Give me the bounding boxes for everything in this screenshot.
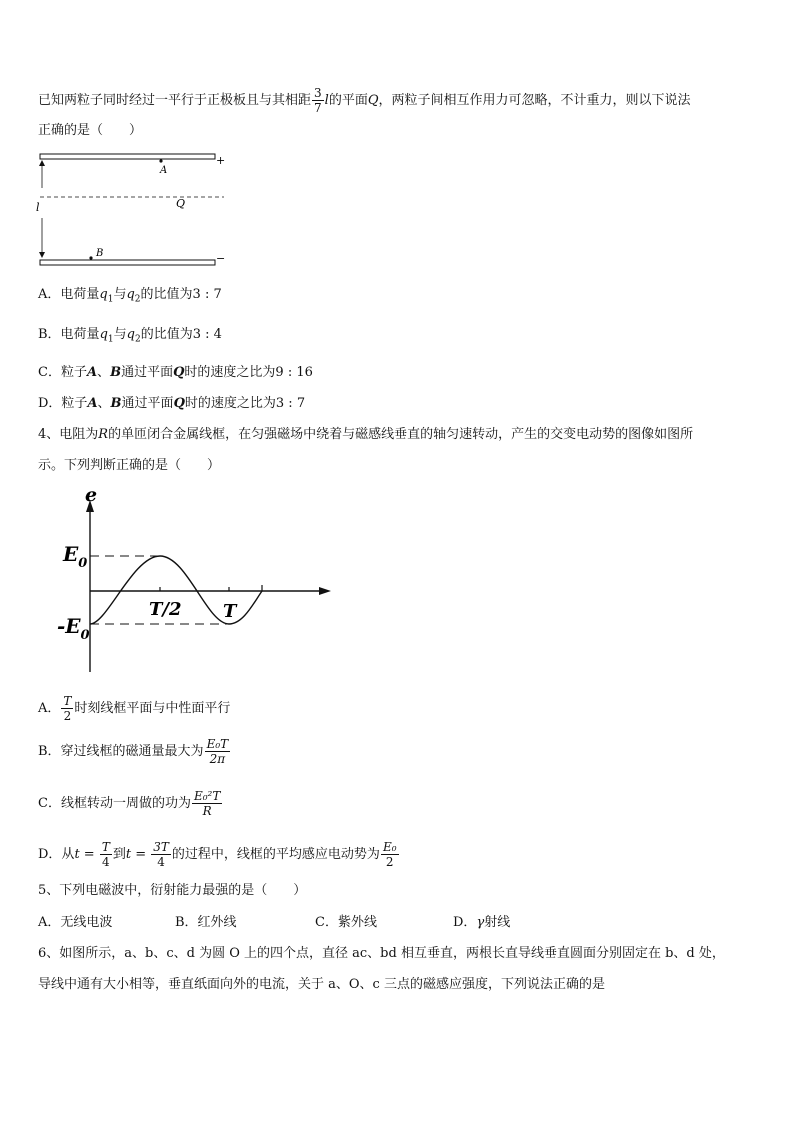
q4-resistance: R [98,427,109,442]
q3-a-sub1: 1 [107,294,114,305]
q3-b-ratio: 3 : 4 [192,327,222,342]
q4-c-den: R [202,804,212,818]
plates-figure [30,148,240,272]
t-label: T [223,601,237,622]
q6-stem-line-2: 导线中通有大小相等，垂直纸面向外的电流，关于 a、O、c 三点的磁感应强度，下列说法正确的是 [38,977,605,992]
q4-d-d1: 4 [102,855,110,869]
q4-line1-b: 的单匝闭合金属线框，在匀强磁场中绕着与磁感线垂直的轴匀速转动，产生的交变电动势的图像如图所 [108,427,694,442]
intro-frac-var: l [324,93,329,108]
intro-line-2: 正确的是（ ） [38,123,143,138]
q3-b-sub1: 1 [107,334,114,345]
emf-graph [55,486,340,676]
q5-d-gamma: γ [476,915,485,930]
q3-option-b [38,326,222,349]
q4-d-n1: T [101,840,110,854]
q3-a-ratio: 3 : 7 [192,287,222,302]
q4-a-fraction [61,694,73,723]
q4-c-fraction [192,789,222,818]
particle-a-label: A [160,165,168,176]
q3-b-q1: q [99,327,108,342]
q3-c-ratio: 9 : 16 [275,365,313,380]
intro-text-after: 的平面 [328,93,368,108]
q3-a-q1: q [99,287,108,302]
q4-d-b: 到 [112,847,126,862]
q3-a-mid: 与 [113,287,127,302]
q3-b-sub2: 2 [134,334,141,345]
q3-a-suffix: 的比值为 [140,287,193,302]
q4-d-d3: 2 [385,855,394,869]
q4-c-num: E₀²T [193,789,221,803]
q5-option-a: A．无线电波 [38,915,113,930]
q4-d-t1: t [74,847,80,862]
q5-d-prefix: D． [453,915,477,930]
q4-b-den: 2π [209,752,226,766]
plus-sign: + [216,154,226,167]
q3-d-prefix: D．粒子 [38,396,88,411]
q3-c-prefix: C．粒子 [38,365,87,380]
q3-a-sub2: 2 [134,294,141,305]
q4-a-text: 时刻线框平面与中性面平行 [74,701,231,716]
q3-d-plane: Q [173,396,185,411]
q3-c-p2: B [110,365,122,380]
q3-b-mid: 与 [113,327,127,342]
intro-fraction [312,86,324,115]
q4-a-prefix: A． [38,701,61,716]
q4-a-den: 2 [63,709,72,723]
half-t-label: T/2 [149,599,182,620]
q4-stem-line-2: 示。下列判断正确的是（ ） [38,458,221,473]
q3-b-q2: q [126,327,135,342]
q3-b-prefix: B．电荷量 [38,327,100,342]
q3-d-suffix: 时的速度之比为 [184,396,276,411]
q4-d-frac3 [381,840,399,869]
q3-c-p1: A [86,365,98,380]
e0-label-sub: 0 [78,556,88,571]
q3-c-sep: 、 [97,365,111,380]
q4-d-eq1: = [79,847,99,862]
q3-c-suffix: 时的速度之比为 [184,365,276,380]
q4-d-c: 的过程中，线框的平均感应电动势为 [171,847,380,862]
e0-label-main: E [63,542,79,566]
plane-q-label: Q [176,197,186,210]
q3-option-c [38,364,313,382]
q4-option-d [38,838,400,872]
q3-a-q2: q [126,287,135,302]
e-axis-label: e [85,486,98,506]
q3-d-mid: 通过平面 [121,396,174,411]
q3-option-d [38,395,305,413]
intro-fraction-den: 7 [314,101,322,115]
q4-stem-line-1 [38,426,693,444]
q4-line1-a: 4、电阻为 [38,427,99,442]
q4-d-n3: E₀ [382,840,397,854]
q3-option-a [38,286,222,309]
q3-b-suffix: 的比值为 [140,327,193,342]
neg-e0-label-main: -E [57,614,81,638]
q5-d-suffix: 射线 [484,915,511,930]
intro-plane: Q [367,93,379,108]
q4-d-d2: 4 [157,855,165,869]
q4-b-num: E₀T [206,737,229,751]
particle-a-dot [159,159,162,162]
q3-c-plane: Q [173,365,185,380]
q3-d-p2: B [110,396,122,411]
e0-label [62,542,87,571]
q4-a-num: T [63,694,72,708]
q4-d-t2: t [125,847,132,862]
distance-label-l: l [36,201,40,214]
q4-option-a [38,692,230,726]
intro-text-before: 已知两粒子同时经过一平行于正极板且与其相距 [38,93,312,108]
q6-stem-line-1: 6、如图所示，a、b、c、d 为圆 O 上的四个点，直径 ac、bd 相互垂直，两根长直导线垂直圆面分别固定在 b、d 处， [38,946,725,961]
q5-option-c: C．紫外线 [315,915,377,930]
q4-c-text: C．线框转动一周做的功为 [38,796,191,811]
intro-fraction-num: 3 [314,86,322,100]
particle-b-dot [89,256,92,259]
q3-c-mid: 通过平面 [121,365,174,380]
q4-d-a: D．从 [38,847,75,862]
q4-d-n2: 3T [153,840,169,854]
q5-stem: 5、下列电磁波中，衍射能力最强的是（ ） [38,883,307,898]
intro-text-end: ，两粒子间相互作用力可忽略，不计重力，则以下说法 [378,93,691,108]
t-axis-arrow [319,587,331,595]
q4-b-fraction [205,737,231,766]
neg-e0-label [57,614,90,643]
q5-option-b: B．红外线 [175,915,237,930]
q4-d-frac2 [151,840,171,869]
neg-e0-label-sub: 0 [80,628,90,643]
q3-d-sep: 、 [97,396,111,411]
q4-d-eq2: = [131,847,151,862]
negative-plate [40,260,215,265]
positive-plate [40,154,215,159]
q3-a-prefix: A．电荷量 [38,287,100,302]
arrow-head-up [39,160,45,166]
q3-d-ratio: 3 : 7 [275,396,306,411]
q3-d-p1: A [87,396,98,411]
particle-b-label: B [96,248,104,259]
intro-line-1 [38,86,691,115]
arrow-head-down [39,252,45,258]
q4-option-c [38,787,223,821]
q4-d-frac1 [100,840,112,869]
q5-option-d [453,914,510,932]
minus-sign: − [216,252,226,265]
q4-option-b [38,735,231,769]
q4-b-text: B．穿过线框的磁通量最大为 [38,744,204,759]
